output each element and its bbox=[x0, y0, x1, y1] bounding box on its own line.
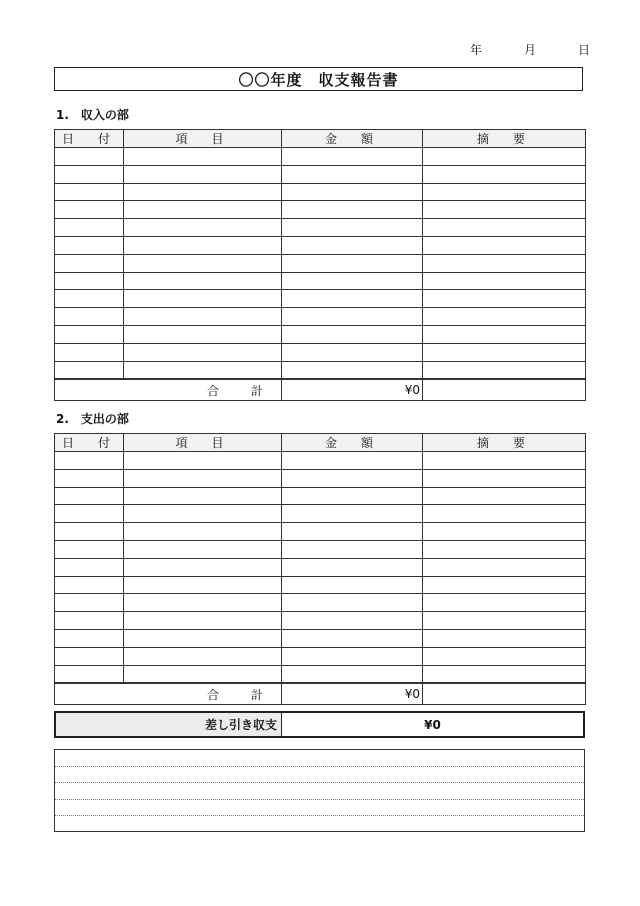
income-total-label: 合 計 bbox=[55, 379, 282, 401]
amount-cell[interactable] bbox=[282, 290, 423, 308]
table-row bbox=[55, 612, 586, 630]
amount-cell[interactable] bbox=[282, 219, 423, 237]
note-cell[interactable] bbox=[423, 523, 586, 541]
note-line[interactable] bbox=[55, 750, 584, 767]
page-title: 〇〇年度 収支報告書 bbox=[54, 67, 583, 91]
note-cell[interactable] bbox=[423, 290, 586, 308]
item-cell[interactable] bbox=[124, 505, 282, 523]
amount-cell[interactable] bbox=[282, 487, 423, 505]
year-label: 年 bbox=[470, 43, 483, 57]
item-cell[interactable] bbox=[124, 325, 282, 343]
amount-cell[interactable] bbox=[282, 236, 423, 254]
date-cell[interactable] bbox=[55, 148, 124, 166]
amount-cell[interactable] bbox=[282, 469, 423, 487]
date-cell[interactable] bbox=[55, 523, 124, 541]
note-cell[interactable] bbox=[423, 558, 586, 576]
table-row bbox=[55, 272, 586, 290]
date-cell[interactable] bbox=[55, 594, 124, 612]
date-cell[interactable] bbox=[55, 325, 124, 343]
note-cell[interactable] bbox=[423, 647, 586, 665]
income-header-row bbox=[55, 130, 586, 148]
table-row bbox=[55, 183, 586, 201]
item-cell[interactable] bbox=[124, 665, 282, 683]
date-cell[interactable] bbox=[55, 452, 124, 470]
amount-cell[interactable] bbox=[282, 452, 423, 470]
income-table bbox=[54, 129, 586, 401]
date-cell[interactable] bbox=[55, 629, 124, 647]
item-cell[interactable] bbox=[124, 361, 282, 379]
item-cell[interactable] bbox=[124, 201, 282, 219]
expense-header-row bbox=[55, 434, 586, 452]
amount-cell[interactable] bbox=[282, 647, 423, 665]
table-row bbox=[55, 523, 586, 541]
note-cell[interactable] bbox=[423, 254, 586, 272]
note-cell[interactable] bbox=[423, 343, 586, 361]
income-total-value: ¥0 bbox=[282, 379, 423, 401]
item-cell[interactable] bbox=[124, 523, 282, 541]
table-row bbox=[55, 469, 586, 487]
note-cell[interactable] bbox=[423, 540, 586, 558]
note-cell[interactable] bbox=[423, 612, 586, 630]
table-row bbox=[55, 290, 586, 308]
expense-total-note[interactable] bbox=[423, 683, 586, 705]
date-cell[interactable] bbox=[55, 469, 124, 487]
date-cell[interactable] bbox=[55, 343, 124, 361]
header-item: 項 目 bbox=[124, 434, 282, 452]
month-label: 月 bbox=[523, 43, 536, 57]
amount-cell[interactable] bbox=[282, 629, 423, 647]
expense-rows bbox=[55, 452, 586, 684]
item-cell[interactable] bbox=[124, 452, 282, 470]
balance-box bbox=[54, 711, 585, 738]
item-cell[interactable] bbox=[124, 647, 282, 665]
date-cell[interactable] bbox=[55, 183, 124, 201]
table-row bbox=[55, 665, 586, 683]
table-row bbox=[55, 165, 586, 183]
date-cell[interactable] bbox=[55, 272, 124, 290]
note-cell[interactable] bbox=[423, 576, 586, 594]
day-label: 日 bbox=[577, 43, 590, 57]
date-cell[interactable] bbox=[55, 236, 124, 254]
income-section-label: 1. 収入の部 bbox=[56, 108, 129, 122]
item-cell[interactable] bbox=[124, 487, 282, 505]
table-row bbox=[55, 325, 586, 343]
table-row bbox=[55, 361, 586, 379]
item-cell[interactable] bbox=[124, 612, 282, 630]
item-cell[interactable] bbox=[124, 469, 282, 487]
date-cell[interactable] bbox=[55, 576, 124, 594]
item-cell[interactable] bbox=[124, 576, 282, 594]
amount-cell[interactable] bbox=[282, 308, 423, 326]
note-cell[interactable] bbox=[423, 325, 586, 343]
expense-table bbox=[54, 433, 586, 705]
table-row bbox=[55, 558, 586, 576]
table-row bbox=[55, 148, 586, 166]
item-cell[interactable] bbox=[124, 165, 282, 183]
date-cell[interactable] bbox=[55, 254, 124, 272]
item-cell[interactable] bbox=[124, 236, 282, 254]
header-note: 摘 要 bbox=[423, 434, 586, 452]
income-total-note[interactable] bbox=[423, 379, 586, 401]
amount-cell[interactable] bbox=[282, 183, 423, 201]
note-cell[interactable] bbox=[423, 201, 586, 219]
note-cell[interactable] bbox=[423, 469, 586, 487]
date-cell[interactable] bbox=[55, 361, 124, 379]
table-row bbox=[55, 343, 586, 361]
table-row bbox=[55, 236, 586, 254]
note-cell[interactable] bbox=[423, 308, 586, 326]
amount-cell[interactable] bbox=[282, 612, 423, 630]
note-cell[interactable] bbox=[423, 183, 586, 201]
header-date: 日 付 bbox=[55, 130, 124, 148]
table-row bbox=[55, 576, 586, 594]
expense-section-label: 2. 支出の部 bbox=[56, 412, 129, 426]
table-row bbox=[55, 594, 586, 612]
income-rows bbox=[55, 148, 586, 380]
table-row bbox=[55, 540, 586, 558]
expense-total-row bbox=[55, 683, 586, 705]
date-cell[interactable] bbox=[55, 201, 124, 219]
item-cell[interactable] bbox=[124, 594, 282, 612]
table-row bbox=[55, 201, 586, 219]
note-cell[interactable] bbox=[423, 219, 586, 237]
amount-cell[interactable] bbox=[282, 576, 423, 594]
table-row bbox=[55, 254, 586, 272]
date-line bbox=[470, 41, 590, 57]
amount-cell[interactable] bbox=[282, 343, 423, 361]
item-cell[interactable] bbox=[124, 540, 282, 558]
item-cell[interactable] bbox=[124, 148, 282, 166]
amount-cell[interactable] bbox=[282, 665, 423, 683]
note-cell[interactable] bbox=[423, 236, 586, 254]
note-cell[interactable] bbox=[423, 361, 586, 379]
date-cell[interactable] bbox=[55, 290, 124, 308]
header-item: 項 目 bbox=[124, 130, 282, 148]
note-cell[interactable] bbox=[423, 148, 586, 166]
date-cell[interactable] bbox=[55, 540, 124, 558]
date-cell[interactable] bbox=[55, 308, 124, 326]
date-cell[interactable] bbox=[55, 219, 124, 237]
amount-cell[interactable] bbox=[282, 325, 423, 343]
date-cell[interactable] bbox=[55, 665, 124, 683]
item-cell[interactable] bbox=[124, 219, 282, 237]
expense-total-label: 合 計 bbox=[55, 683, 282, 705]
note-cell[interactable] bbox=[423, 665, 586, 683]
item-cell[interactable] bbox=[124, 290, 282, 308]
table-row bbox=[55, 452, 586, 470]
income-total-row bbox=[55, 379, 586, 401]
header-date: 日 付 bbox=[55, 434, 124, 452]
amount-cell[interactable] bbox=[282, 165, 423, 183]
item-cell[interactable] bbox=[124, 558, 282, 576]
amount-cell[interactable] bbox=[282, 523, 423, 541]
table-row bbox=[55, 308, 586, 326]
table-row bbox=[55, 647, 586, 665]
note-cell[interactable] bbox=[423, 487, 586, 505]
date-cell[interactable] bbox=[55, 487, 124, 505]
note-cell[interactable] bbox=[423, 594, 586, 612]
item-cell[interactable] bbox=[124, 308, 282, 326]
item-cell[interactable] bbox=[124, 272, 282, 290]
amount-cell[interactable] bbox=[282, 594, 423, 612]
note-line[interactable] bbox=[55, 783, 584, 800]
item-cell[interactable] bbox=[124, 183, 282, 201]
note-cell[interactable] bbox=[423, 452, 586, 470]
table-row bbox=[55, 505, 586, 523]
header-amount: 金 額 bbox=[282, 130, 423, 148]
header-note: 摘 要 bbox=[423, 130, 586, 148]
note-cell[interactable] bbox=[423, 629, 586, 647]
date-cell[interactable] bbox=[55, 612, 124, 630]
table-row bbox=[55, 629, 586, 647]
expense-total-value: ¥0 bbox=[282, 683, 423, 705]
header-amount: 金 額 bbox=[282, 434, 423, 452]
amount-cell[interactable] bbox=[282, 201, 423, 219]
note-line[interactable] bbox=[55, 800, 584, 817]
date-cell[interactable] bbox=[55, 505, 124, 523]
table-row bbox=[55, 219, 586, 237]
note-cell[interactable] bbox=[423, 272, 586, 290]
amount-cell[interactable] bbox=[282, 558, 423, 576]
note-line[interactable] bbox=[55, 767, 584, 784]
notes-box[interactable] bbox=[54, 749, 585, 832]
amount-cell[interactable] bbox=[282, 540, 423, 558]
note-cell[interactable] bbox=[423, 165, 586, 183]
date-cell[interactable] bbox=[55, 558, 124, 576]
item-cell[interactable] bbox=[124, 343, 282, 361]
note-cell[interactable] bbox=[423, 505, 586, 523]
amount-cell[interactable] bbox=[282, 272, 423, 290]
balance-label: 差し引き収支 bbox=[56, 713, 282, 736]
note-line[interactable] bbox=[55, 816, 584, 833]
table-row bbox=[55, 487, 586, 505]
date-cell[interactable] bbox=[55, 165, 124, 183]
amount-cell[interactable] bbox=[282, 505, 423, 523]
date-cell[interactable] bbox=[55, 647, 124, 665]
amount-cell[interactable] bbox=[282, 254, 423, 272]
amount-cell[interactable] bbox=[282, 361, 423, 379]
balance-value: ¥0 bbox=[424, 717, 441, 732]
item-cell[interactable] bbox=[124, 254, 282, 272]
item-cell[interactable] bbox=[124, 629, 282, 647]
amount-cell[interactable] bbox=[282, 148, 423, 166]
